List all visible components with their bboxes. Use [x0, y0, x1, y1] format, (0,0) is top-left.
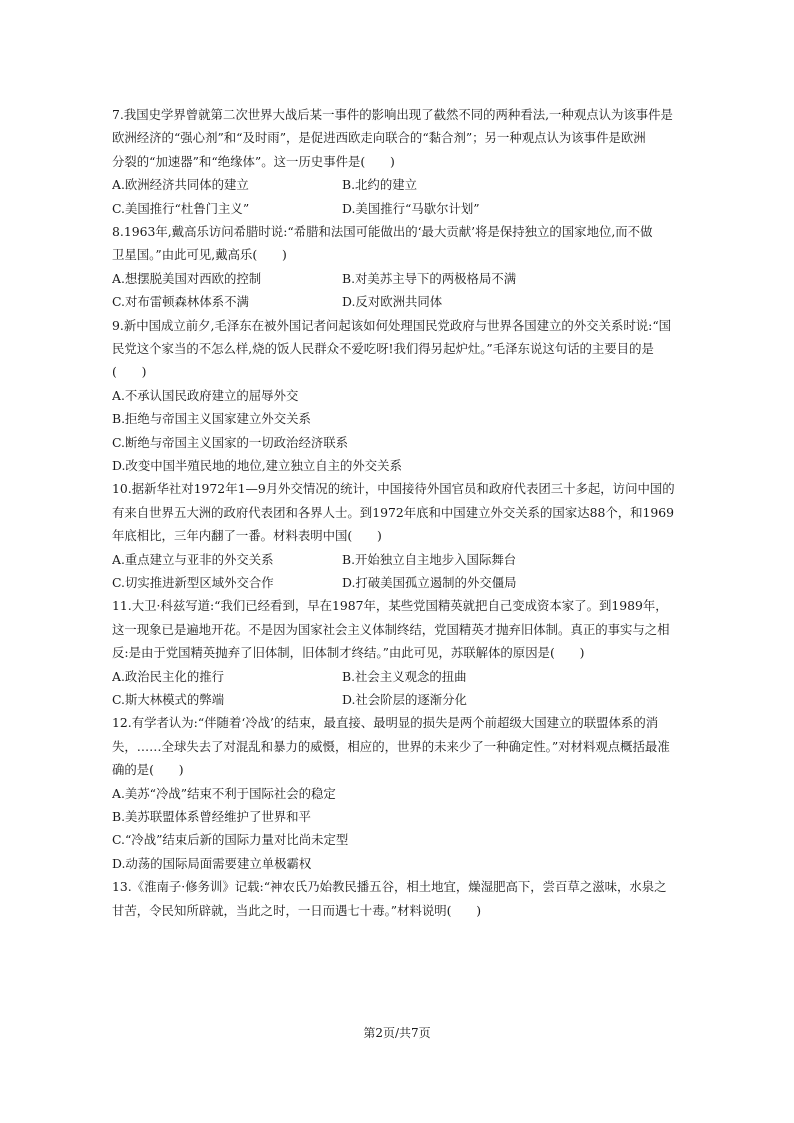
option-row	[112, 384, 692, 407]
question-stem-line: 13.《淮南子·修务训》记载:“神农氏乃始教民播五谷，相土地宜，燥湿肥高下，尝百草之滋味，水泉之	[112, 879, 667, 895]
question-stem-line: 确的是( )	[112, 762, 184, 778]
question-stem-line: 有来自世界五大洲的政府代表团和各界人士。到1972年底和中国建立外交关系的国家达88个，和1969	[112, 504, 675, 520]
answer-option: B.美苏联盟体系曾经维护了世界和平	[112, 808, 311, 824]
question-stem-line: 8.1963年,戴高乐访问希腊时说:“希腊和法国可能做出的‘最大贡献’将是保持独立的国家地位,而不做	[112, 224, 653, 239]
answer-option: A.欧洲经济共同体的建立	[112, 177, 249, 193]
question-item	[112, 711, 692, 875]
page-number: 第2页/共7页	[363, 1026, 431, 1040]
question-stem-line: 9.新中国成立前夕,毛泽东在被外国记者问起该如何处理国民党政府与世界各国建立的外交关系时说:“国	[112, 317, 672, 333]
answer-option: C.斯大林模式的弊端	[112, 691, 225, 707]
question-stem-line: 年底相比，三年内翻了一番。材料表明中国( )	[112, 528, 382, 544]
option-group	[112, 665, 692, 712]
option-row	[112, 407, 692, 430]
answer-option: C.切实推进新型区域外交合作	[112, 574, 274, 590]
option-row	[112, 782, 692, 805]
answer-option: D.反对欧洲共同体	[342, 294, 443, 310]
question-item	[112, 220, 692, 314]
option-row	[112, 431, 692, 454]
question-stem-line: 失，……全球失去了对混乱和暴力的威慑，相应的，世界的未来少了一种确定性。”对材料观点概括最准	[112, 738, 670, 754]
option-row	[112, 688, 692, 711]
answer-option: D.美国推行“马歇尔计划”	[342, 200, 480, 216]
answer-option: D.打破美国孤立遏制的外交僵局	[342, 574, 517, 590]
answer-option: D.社会阶层的逐渐分化	[342, 691, 467, 707]
answer-option: B.社会主义观念的扭曲	[342, 668, 467, 684]
answer-option: B.北约的建立	[342, 177, 417, 193]
answer-option: D.改变中国半殖民地的地位,建立独立自主的外交关系	[112, 457, 402, 473]
question-item	[112, 314, 692, 478]
option-row	[112, 454, 692, 477]
option-row	[112, 665, 692, 688]
question-stem-line: ( )	[112, 364, 147, 380]
question-item	[112, 477, 692, 594]
answer-option: A.政治民主化的推行	[112, 668, 225, 684]
answer-option: A.想摆脱美国对西欧的控制	[112, 270, 262, 286]
answer-option: B.对美苏主导下的两极格局不满	[342, 270, 517, 286]
answer-option: B.拒绝与帝国主义国家建立外交关系	[112, 411, 311, 427]
question-item	[112, 103, 692, 220]
question-stem-line: 反:是由于党国精英抛弃了旧体制，旧体制才终结。”由此可见，苏联解体的原因是( )	[112, 645, 585, 661]
question-stem-line: 10.据新华社对1972年1—9月外交情况的统计，中国接待外国官员和政府代表团三十多起，访问中国的	[112, 481, 675, 497]
option-group	[112, 782, 692, 876]
option-row	[112, 852, 692, 875]
question-item	[112, 875, 692, 922]
option-row	[112, 290, 692, 313]
answer-option: D.动荡的国际局面需要建立单极霸权	[112, 855, 312, 871]
question-stem-line: 分裂的“加速器”和“绝缘体”。这一历史事件是( )	[112, 153, 395, 169]
option-group	[112, 384, 692, 478]
question-stem-line: 欧洲经济的“强心剂”和“及时雨”，是促进西欧走向联合的“黏合剂”；另一种观点认为该事件是欧洲	[112, 130, 646, 146]
option-row	[112, 197, 692, 220]
option-group	[112, 548, 692, 595]
answer-option: C.断绝与帝国主义国家的一切政治经济联系	[112, 434, 349, 450]
option-row	[112, 267, 692, 290]
option-row	[112, 571, 692, 594]
question-stem-line: 卫星国。”由此可见,戴高乐( )	[112, 247, 287, 263]
option-group	[112, 267, 692, 314]
question-stem-line: 7.我国史学界曾就第二次世界大战后某一事件的影响出现了截然不同的两种看法,一种观点认为该事件是	[112, 107, 673, 122]
question-item	[112, 594, 692, 711]
answer-option: C.美国推行“杜鲁门主义”	[112, 200, 250, 216]
answer-option: C.“冷战”结束后新的国际力量对比尚未定型	[112, 832, 349, 848]
question-stem-line: 民党这个家当的不怎么样,烧的饭人民群众不爱吃呀!我们得另起炉灶。”毛泽东说这句话的主要目的是	[112, 341, 654, 356]
answer-option: C.对布雷顿森林体系不满	[112, 294, 249, 310]
question-stem-line: 11.大卫·科兹写道:“我们已经看到，早在1987年，某些党国精英就把自己变成资本家了。到1989年，	[112, 598, 668, 614]
option-row	[112, 173, 692, 196]
question-stem-line: 这一现象已是遍地开花。不是因为国家社会主义体制终结，党国精英才抛弃旧体制。真正的事实与之相	[112, 621, 670, 637]
answer-option: A.美苏“冷战”结束不利于国际社会的稳定	[112, 785, 336, 801]
question-stem-line: 12.有学者认为:“伴随着‘冷战’的结束，最直接、最明显的损失是两个前超级大国建立的联盟体系的消	[112, 715, 659, 731]
option-row	[112, 828, 692, 851]
question-list	[112, 103, 692, 922]
option-group	[112, 173, 692, 220]
answer-option: B.开始独立自主地步入国际舞台	[342, 551, 517, 567]
question-stem-line: 甘苦，令民知所辟就，当此之时，一日而遇七十毒。”材料说明( )	[112, 902, 482, 918]
option-row	[112, 548, 692, 571]
answer-option: A.重点建立与亚非的外交关系	[112, 551, 274, 567]
answer-option: A.不承认国民政府建立的屈辱外交	[112, 387, 299, 403]
option-row	[112, 805, 692, 828]
